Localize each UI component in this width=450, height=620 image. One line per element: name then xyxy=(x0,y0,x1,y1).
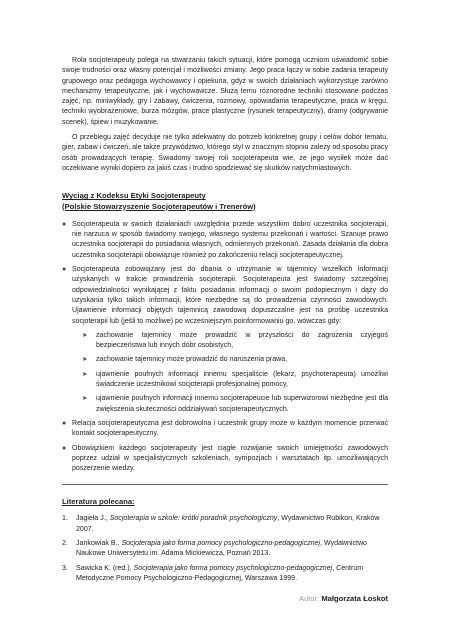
section-subtitle: (Polskie Stowarzyszenie Socjoterapeutów i Trenerów) xyxy=(62,201,256,211)
literature-item-title: Socjoterapia jako forma pomocy psychologiczno-pedagogicznej xyxy=(133,564,333,572)
sub-list-item-text: zachowanie tajemnicy może prowadzić do naruszenia prawa, xyxy=(96,356,288,364)
sub-list-item xyxy=(72,331,388,352)
bullet-icon: ● xyxy=(62,444,67,452)
literature-item-publisher: , Wydawnictwo Naukowe Uniwersytetu im. Adama Mickiewicza, Poznań 2013. xyxy=(76,539,367,558)
arrow-bullet-icon: ➤ xyxy=(82,395,88,403)
literature-item-publisher: , Wydawnictwo Rubikon, Kraków 2007. xyxy=(76,515,380,533)
list-item xyxy=(62,265,388,415)
sub-list-item xyxy=(72,355,388,365)
bullet-icon: ● xyxy=(62,419,67,427)
intro-paragraph-2: O przebiegu zajęć decyduje nie tylko adekwatny do potrzeb konkretnej grupy i celów dobór tematu, gier, zabaw i ćwiczeń, ale także przywództwo, którego styl w znacznym stopniu zależy od sposobu pracy osób prowadzących terapię. Świadomy swojej roli socjoterapeuta wie, że jego wysiłek może dać oczekiwane wyniki dopiero za jakiś czas i trudno spodziewać się skutków natychmiastowych. xyxy=(62,134,388,172)
bullet-icon: ● xyxy=(62,266,67,274)
sub-list-item-text: zachowanie tajemnicy może prowadzić w przyszłości do zagrożenia czyjegoś bezpieczeństwa lub innych dóbr osobistych, xyxy=(96,331,388,350)
sub-list-item xyxy=(72,394,388,415)
sub-list-item-text: ujawnienie poufnych informacji innemu specjaliście (lekarz, psychoterapeuta) umożliwi świadczenie uczestnikowi socjoterapii profesjonalnej pomocy, xyxy=(96,370,388,389)
list-item-text: Relacja socjoterapeutyczna jest dobrowolna i uczestnik grupy może w każdym momencie przerwać kontakt socjoterapeutyczny. xyxy=(72,419,388,438)
author-name: Małgorzata Łoskot xyxy=(321,594,388,604)
literature-list xyxy=(62,514,388,584)
literature-item-author: Jagieła J., xyxy=(76,515,110,523)
arrow-bullet-icon: ➤ xyxy=(82,370,88,378)
list-item-text: Socjoterapeuta w swoich działaniach uwzględnia przede wszystkim dobro uczestnika socjoterapii, nie narzuca w sposób świadomy swojego, własnego systemu przekonań i wartości. Szanuje prawo uczestnika socjoterapii do posiadania własnych, odmiennych przekonań. Zasada działania dla dobra uczestnika socjoterapii obowiązuje również po zakończeniu relacji socjoterapeutycznej. xyxy=(72,220,388,259)
arrow-bullet-icon: ➤ xyxy=(82,331,88,339)
list-item xyxy=(62,444,388,475)
ethics-list xyxy=(62,220,388,475)
arrow-bullet-icon: ➤ xyxy=(82,356,88,364)
list-item xyxy=(62,220,388,261)
literature-item-number: 3. xyxy=(62,564,68,572)
list-item xyxy=(62,419,388,440)
literature-item xyxy=(62,564,388,585)
literature-item xyxy=(62,514,388,535)
author-label: Autor: xyxy=(298,594,320,604)
literature-item-number: 1. xyxy=(62,515,68,523)
literature-title: Literatura polecana: xyxy=(62,497,135,507)
sub-list-item-text: ujawnienie poufnych informacji innemu socjoterapeucie lub superwizorowi niezbędne jest dla zwiększenia skuteczności oddziaływań socjoterapeutycznych. xyxy=(96,395,388,413)
list-item-text: Obowiązkiem każdego socjoterapeuty jest ciągłe rozwijanie swoich umiejętności zawodowych poprzez udział w specjalistycznych szkoleniach, sympozjach i warsztatach itp. umożliwiających poszerzenie wiedzy. xyxy=(72,444,388,473)
sub-list xyxy=(72,331,388,415)
sub-list-item xyxy=(72,370,388,391)
intro-paragraph-1: Rola socjoterapeuty polega na stwarzaniu takich sytuacji, które pomogą uczniom uświadomić sobie swoje trudności oraz własny potencjał i możliwości zmiany. Jego praca łączy w sobie zadania terapeuty grupowego oraz pedagoga wychowawcy i opiekuna, gdyż w swoich działaniach wykorzystuje zarówno mechanizmy terapeutyczne, jak i wychowawcze. Służą temu różnorodne techniki stosowane podczas zajęć, np. miniwykłady, gry i zabawy, ćwiczenia, rozmowy, opowiadania terapeutyczne, praca w kręgu, techniki wyobrażeniowe, burza mózgów, prace plastyczne (rysunek terapeutyczny), dramy (odgrywanie scenek), śpiew i muzykowanie. xyxy=(62,57,388,126)
literature-item-author: Jankowiak B., xyxy=(76,539,122,547)
list-item-text: Socjoterapeuta zobowiązany jest do dbania o utrzymanie w tajemnicy wszelkich informacji uzyskanych w trakcie prowadzenia socjoterapii. Socjoterapeuta jest świadomy szczególnej odpowiedzialności wynikającej z faktu posiadania informacji o swoim podopiecznym i dąży do uzyskania tylko takich informacji, które niezbędne są do prowadzenia czynności zawodowych. Ujawnienie informacji objętych tajemnicą zawodową dopuszczalne jest na prośbę uczestnika socjoterapii lub (jeśli to możliwe) po wcześniejszym poinformowaniu go, wówczas gdy: xyxy=(72,266,388,325)
literature-item xyxy=(62,539,388,560)
author-line xyxy=(62,594,388,603)
section-title: Wyciąg z Kodeksu Etyki Socjoterapeuty xyxy=(62,191,206,201)
section-divider xyxy=(62,484,388,485)
literature-item-title: Socjoterapia w szkole: krótki poradnik psychologiczny xyxy=(109,515,278,523)
literature-item-author: Sawicka K. (red.), xyxy=(76,564,134,572)
literature-item-title: Socjoterapia jako forma pomocy psychologiczno-pedagogicznej xyxy=(121,539,321,547)
bullet-icon: ● xyxy=(62,220,67,228)
literature-item-number: 2. xyxy=(62,539,68,547)
document-page xyxy=(62,56,388,603)
literature-item-publisher: , Centrum Metodyczne Pomocy Psychologiczno-Pedagogicznej, Warszawa 1999. xyxy=(76,564,364,582)
